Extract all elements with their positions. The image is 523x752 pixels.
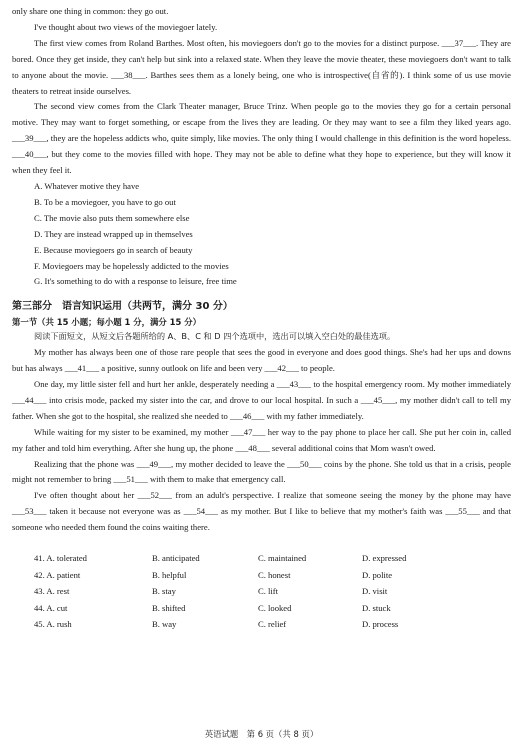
choice-d: D. stuck	[362, 602, 391, 613]
cloze-paragraph: My mother has always been one of those rare people that sees the good in everyone and does good things. She's had her ups and downs but has always ___41___ a positive, sunny outlook on life and been very ___42___ to people.	[12, 347, 511, 374]
page-footer: 英语试题 第 6 页（共 8 页）	[204, 729, 319, 739]
question-41-row	[34, 550, 511, 567]
choice-b: B. stay	[152, 586, 176, 597]
choice-a: 44. A. cut	[34, 602, 68, 613]
choice-a: 45. A. rush	[34, 619, 72, 630]
question-42-row	[34, 567, 511, 584]
cloze-paragraph: One day, my little sister fell and hurt her ankle, desperately needing a ___43___ to the hospital emergency room. My mother immediately ___44___ into crisis mode, packed my sister into the car, and drove to our local hospital. In such a ___45___, my mother didn't call to tell my father. When she got to the hospital, she realized she needed to ___46___ with my father immediately.	[12, 379, 511, 421]
cloze-paragraph: I've often thought about her ___52___ from an adult's perspective. I realize that someone seeing the money by the phone may have ___53___ taken it because not everyone was as ___54___ as my mother. But I like to believe that my mother's faith was ___55___ and that someone who needed them found the coins waiting there.	[12, 490, 511, 533]
answer-choices	[12, 550, 511, 633]
choice-d: D. polite	[362, 569, 393, 580]
passage-paragraph: The first view comes from Roland Barthes. Most often, his moviegoers don't go to the movies for a distinct purpose. ___37___. They are bored. Once they get inside, they can't help but sink into a relaxed state. When they leave the movie theater, these moviegoers don't want to talk to anyone about the movie. ___38___. Barthes sees them as a lonely being, one who is introspective(自省的). I think some of us use movie theaters to retreat inside ourselves.	[12, 37, 511, 96]
question-44-row	[34, 600, 511, 617]
choice-d: D. process	[362, 619, 399, 630]
choice-a: 41. A. tolerated	[34, 553, 87, 564]
choice-c: C. looked	[258, 602, 292, 613]
option-item: G. It's something to do with a response to leisure, free time	[34, 276, 237, 287]
choice-d: D. expressed	[362, 553, 407, 564]
question-45-row	[34, 616, 511, 633]
cloze-paragraph: Realizing that the phone was ___49___, my mother decided to leave the ___50___ coins by the phone. She told us that in a crisis, people might not remember to bring ___51___ with them to make that emergency call.	[12, 458, 511, 485]
part-title: 第三部分 语言知识运用（共两节，满分 30 分）	[12, 301, 233, 313]
choice-c: C. lift	[258, 586, 279, 597]
section-instruction: 阅读下面短文，从短文后各题所给的 A、B、C 和 D 四个选项中，选出可以填入空白处的最佳选项。	[34, 331, 396, 342]
choice-a: 42. A. patient	[34, 569, 81, 580]
choice-c: C. relief	[258, 619, 287, 630]
passage-paragraph: The second view comes from the Clark Theater manager, Bruce Trinz. When people go to the movies they go for a certain personal motive. They may want to forget something, or escape from the lives they are leading. Or they may want to see a film they liked years ago. ___39___, they are the hopeless addicts who, quite simply, like movies. The only thing I would challenge in this definition is the word hopeless. ___40___, but they come to the movies filled with hope. They may not be able to define what they hope to experience, but they will know it when they feel it.	[12, 101, 511, 176]
passage-paragraph: only share one thing in common: they go out.	[12, 6, 169, 16]
choice-c: C. maintained	[258, 553, 307, 564]
option-item: F. Moviegoers may be hopelessly addicted to the movies	[34, 260, 229, 271]
cloze-passage	[12, 345, 511, 536]
reading-passage	[12, 4, 511, 179]
cloze-paragraph: While waiting for my sister to be examined, my mother ___47___ her way to the pay phone to place her call. She put her coin in, called my father and told him everything. After she hung up, the phone ___48___ several additional coins that Mom wasn't owed.	[12, 426, 511, 453]
option-item: A. Whatever motive they have	[34, 180, 140, 191]
passage-options	[12, 179, 511, 290]
choice-a: 43. A. rest	[34, 586, 70, 597]
option-item: B. To be a moviegoer, you have to go out	[34, 196, 176, 207]
choice-c: C. honest	[258, 569, 291, 580]
passage-paragraph: I've thought about two views of the moviegoer lately.	[34, 21, 218, 32]
choice-b: B. helpful	[152, 569, 187, 580]
choice-b: B. shifted	[152, 602, 186, 613]
section-title: 第一节（共 15 小题；每小题 1 分，满分 15 分）	[12, 317, 202, 328]
choice-b: B. way	[152, 619, 177, 630]
option-item: C. The movie also puts them somewhere else	[34, 212, 190, 223]
question-43-row	[34, 583, 511, 600]
choice-d: D. visit	[362, 586, 388, 597]
choice-b: B. anticipated	[152, 553, 200, 564]
option-item: E. Because moviegoers go in search of beauty	[34, 244, 193, 255]
option-item: D. They are instead wrapped up in themselves	[34, 228, 193, 239]
